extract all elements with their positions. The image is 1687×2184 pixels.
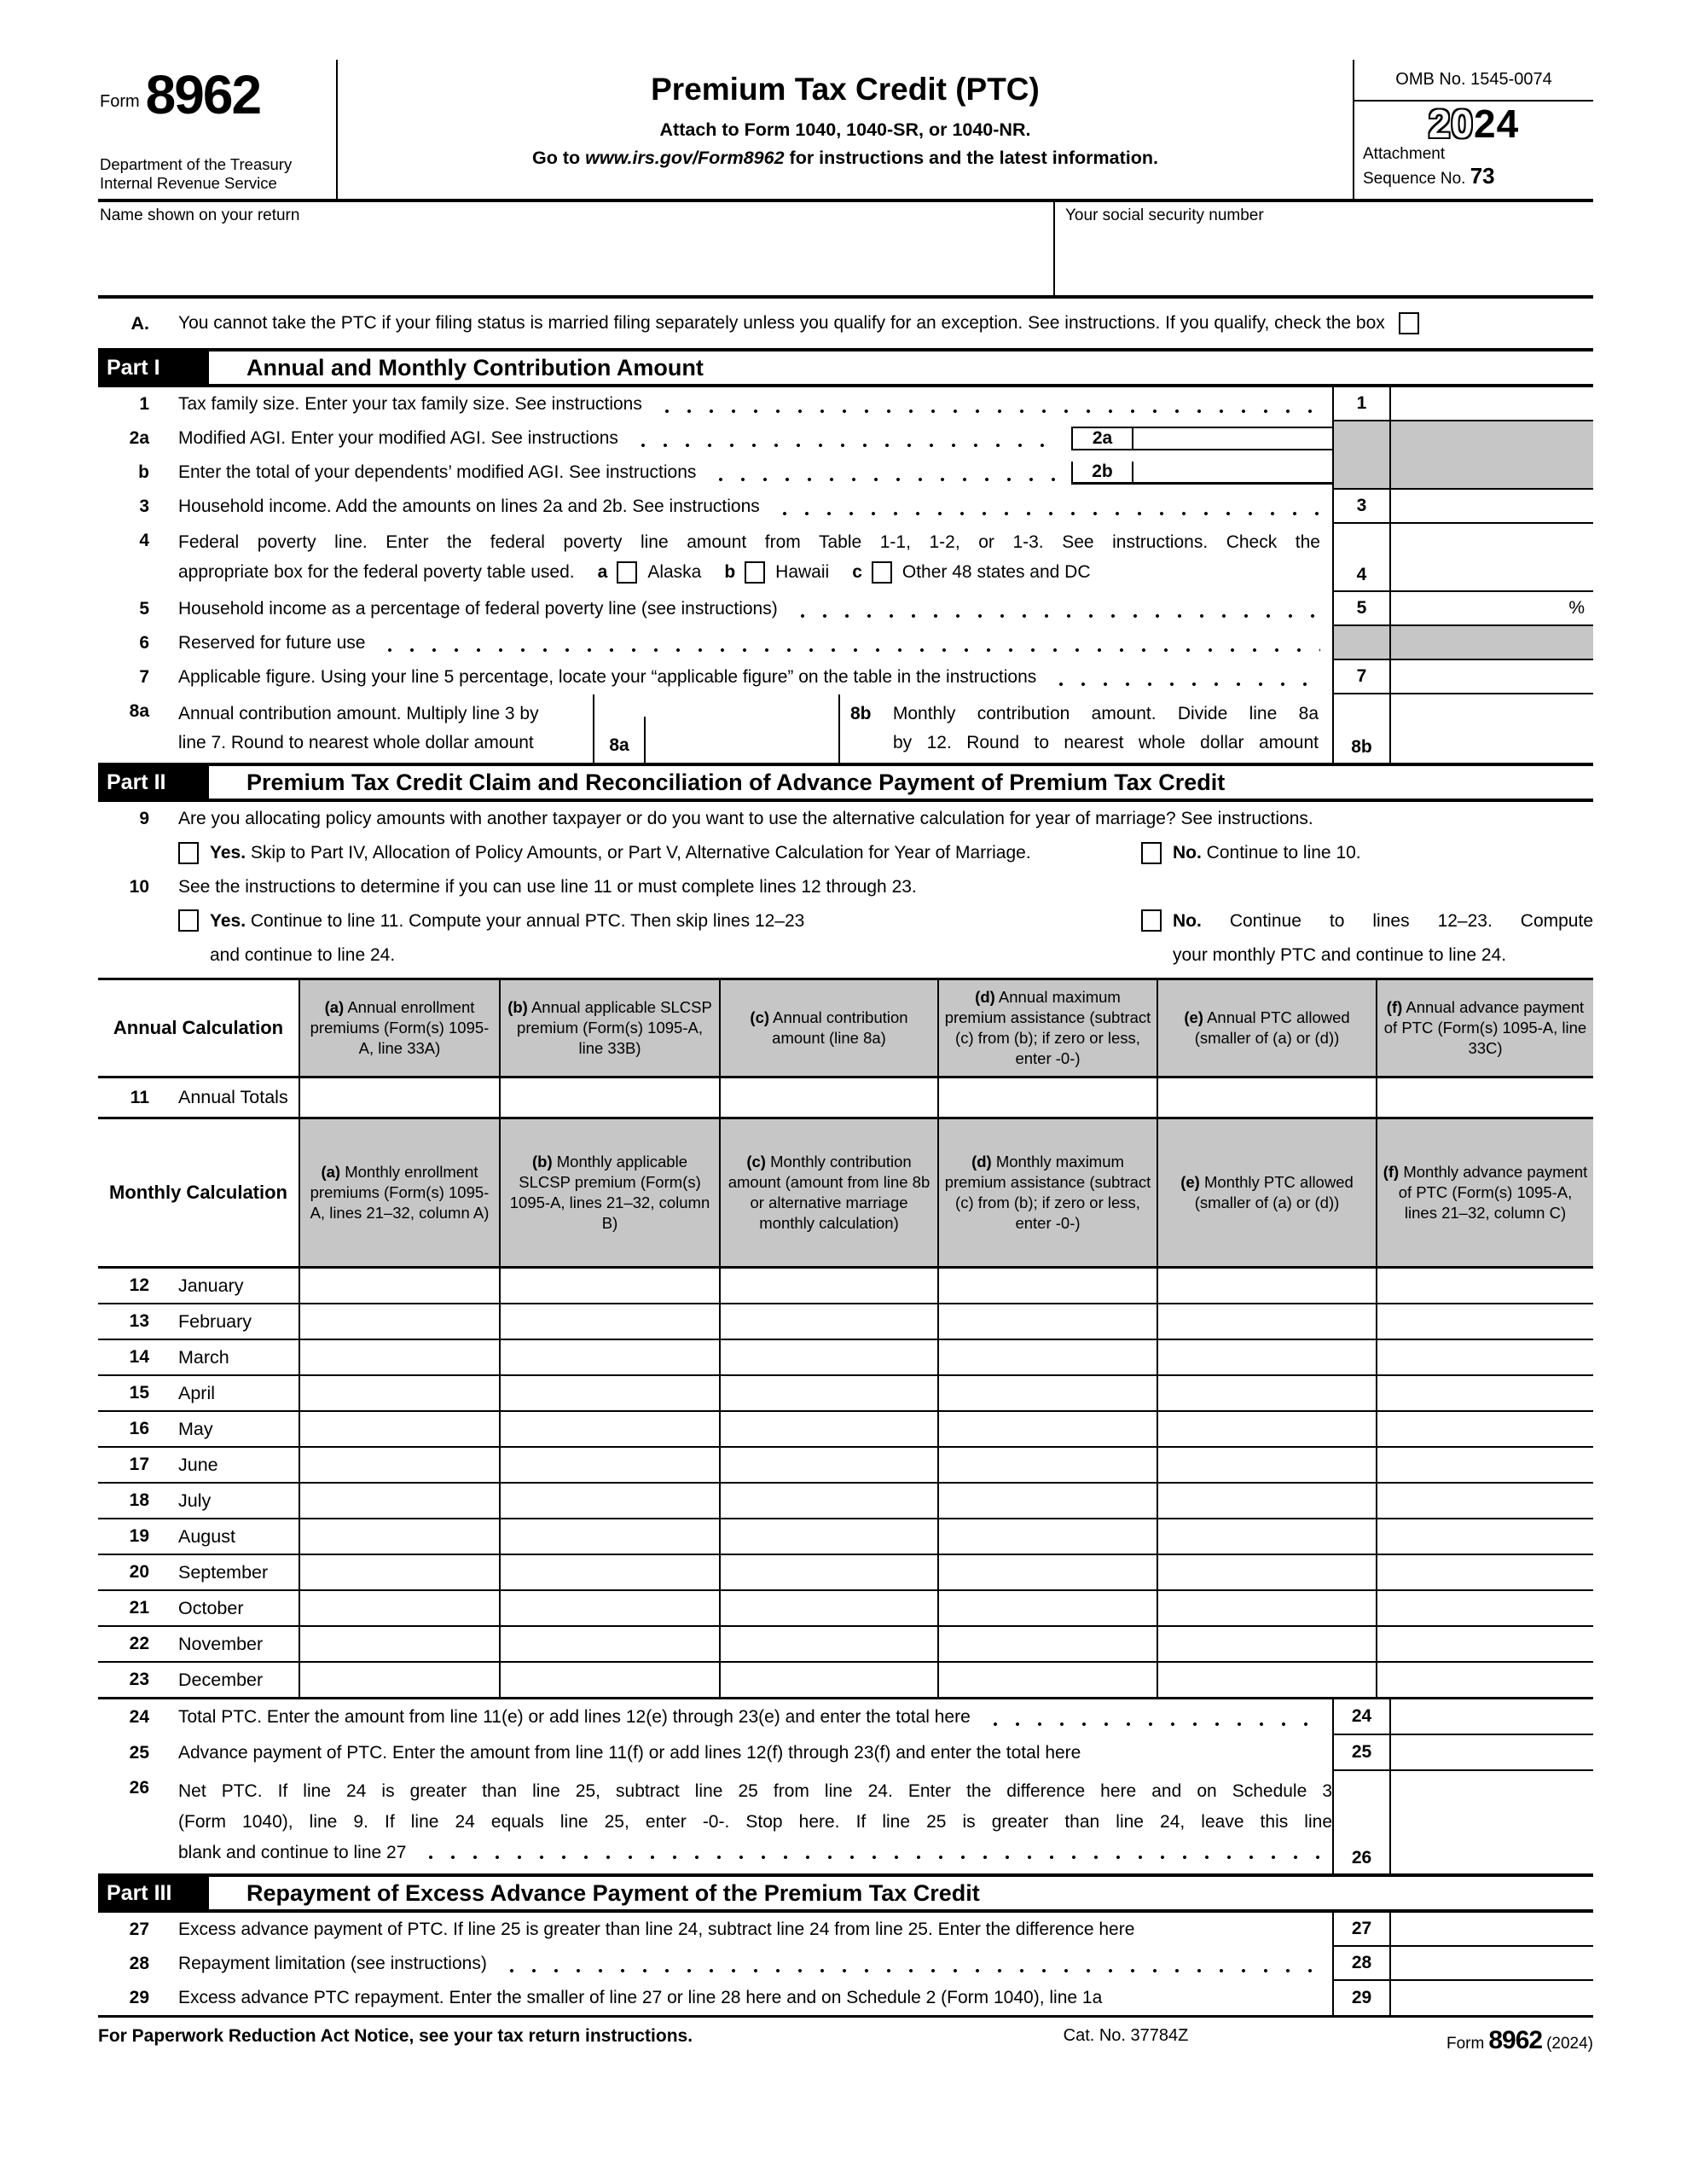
part1-label: Part I — [98, 351, 209, 384]
amount-cell[interactable] — [299, 1078, 499, 1117]
dept-line1: Department of the Treasury — [100, 154, 293, 173]
line-24-text: Total PTC. Enter the amount from line 11(e) or add lines 12(e) through 23(e) and enter the total here — [178, 1707, 971, 1728]
line-24: 24 Total PTC. Enter the amount from line 11(e) or add lines 12(e) through 23(e) and enter the total here 24 — [98, 1699, 1593, 1735]
line-26: 26 Net PTC. If line 24 is greater than line 25, subtract line 25 from line 24. Enter the difference here and on Schedule 3 (Form 1040), line 9. If line 24 equals line 25, enter -0-. Stop here. If line 25 is greater than line 24, leave this line blank and continue to line 27 26 — [98, 1771, 1593, 1873]
ssn-field[interactable] — [1055, 202, 1593, 295]
part2-label: Part II — [98, 766, 209, 799]
dot-leaders — [379, 648, 1320, 653]
line-2b-text: Enter the total of your dependents’ modified AGI. See instructions — [178, 462, 697, 482]
amount-cell[interactable] — [937, 1663, 1157, 1697]
exception-checkbox[interactable] — [1399, 312, 1419, 334]
col-c-header: (c) Annual contribution amount (line 8a) — [719, 980, 937, 1076]
amount-cell[interactable] — [299, 1376, 499, 1410]
line-8b-tag: 8b — [850, 703, 872, 723]
amount-cell[interactable] — [1157, 1555, 1376, 1589]
goto-instruction: Go to www.irs.gov/Form8962 for instructions and the latest information. — [532, 148, 1158, 168]
month-row-october: 21 October — [98, 1591, 1593, 1627]
dot-leaders — [501, 1968, 1320, 1973]
line-8a-text-1: Annual contribution amount. Multiply line 3 by — [178, 703, 539, 723]
line-7-text: Applicable figure. Using your line 5 percentage, locate your “applicable figure” on the table in the instructions — [178, 667, 1037, 687]
line-5-percent-field[interactable] — [1391, 592, 1593, 626]
col-d-header: (d) Monthly maximum premium assistance (subtract (c) from (b); if zero or less, enter -0-) — [937, 1119, 1157, 1266]
line-27-boxnum: 27 — [1332, 1913, 1391, 1947]
amount-cell[interactable] — [937, 1627, 1157, 1661]
line-10-yes-checkbox[interactable] — [178, 909, 199, 932]
col-f-header: (f) Annual advance payment of PTC (Form(s) 1095-A, line 33C) — [1376, 980, 1593, 1076]
amount-cell[interactable] — [1157, 1519, 1376, 1554]
line-3-amount-field[interactable] — [1391, 490, 1593, 524]
line-5-boxnum: 5 — [1332, 592, 1391, 626]
amount-cell[interactable] — [937, 1412, 1157, 1446]
line-26-text-1: Net PTC. If line 24 is greater than line 25, subtract line 25 from line 24. Enter the difference here and on Schedule 3 — [178, 1781, 1332, 1802]
line-8: 8a Annual contribution amount. Multiply line 3 by line 7. Round to nearest whole dollar amount 8a 8b Monthly contribution amount. Divide line 8a by 12. Round to nearest whole dollar amount 8b — [98, 694, 1593, 763]
amount-cell[interactable] — [1376, 1627, 1593, 1661]
part2-title: Premium Tax Credit Claim and Reconciliation of Advance Payment of Premium Tax Credit — [246, 769, 1226, 795]
amount-cell[interactable] — [299, 1591, 499, 1625]
line-27-amount-field[interactable] — [1391, 1913, 1593, 1947]
col-e-header: (e) Annual PTC allowed (smaller of (a) or (d)) — [1157, 980, 1376, 1076]
line-28-text: Repayment limitation (see instructions) — [178, 1954, 487, 1974]
line-25: 25 Advance payment of PTC. Enter the amount from line 11(f) or add lines 12(f) through 23(f) and enter the total here 25 — [98, 1735, 1593, 1771]
part2-header — [98, 763, 1593, 802]
amount-cell[interactable] — [1376, 1519, 1593, 1554]
line-10-yes-text-1: Continue to line 11. Compute your annual PTC. Then skip lines 12–23 — [250, 911, 805, 931]
line-9-yes-checkbox[interactable] — [178, 842, 199, 864]
amount-cell[interactable] — [1157, 1340, 1376, 1374]
line-25-amount-field[interactable] — [1391, 1735, 1593, 1771]
line-8b-text-2: by 12. Round to nearest whole dollar amount — [893, 733, 1319, 753]
percent-sign: % — [1568, 598, 1585, 618]
line-1: 1 Tax family size. Enter your tax family size. See instructions 1 — [98, 387, 1593, 421]
amount-cell[interactable] — [499, 1519, 719, 1554]
amount-cell[interactable] — [937, 1484, 1157, 1518]
line-8b-text-1: Monthly contribution amount. Divide line 8a — [892, 703, 1319, 723]
amount-cell[interactable] — [1376, 1555, 1593, 1589]
part3-header — [98, 1873, 1593, 1913]
tax-year: 2024 — [1428, 102, 1520, 146]
alaska-checkbox[interactable] — [617, 561, 637, 584]
line-10-text: See the instructions to determine if you can use line 11 or must complete lines 12 through 23. — [178, 877, 917, 897]
col-e-header: (e) Monthly PTC allowed (smaller of (a) or (d)) — [1157, 1119, 1376, 1266]
line-2a-text: Modified AGI. Enter your modified AGI. See instructions — [178, 428, 618, 448]
amount-cell[interactable] — [719, 1269, 937, 1303]
month-row-august: 19 August — [98, 1519, 1593, 1555]
line-5: 5 Household income as a percentage of federal poverty line (see instructions) 5 % — [98, 592, 1593, 626]
line-5-text: Household income as a percentage of federal poverty line (see instructions) — [178, 599, 778, 619]
shaded-cell — [1391, 421, 1593, 456]
amount-cell[interactable] — [1157, 1663, 1376, 1697]
part1-title: Annual and Monthly Contribution Amount — [246, 354, 704, 380]
page-title: Premium Tax Credit (PTC) — [651, 72, 1040, 107]
month-row-december: 23 December — [98, 1663, 1593, 1699]
dept-line2: Internal Revenue Service — [100, 174, 277, 193]
amount-cell[interactable] — [499, 1412, 719, 1446]
amount-cell[interactable] — [299, 1519, 499, 1554]
line-8a-amount-field[interactable] — [646, 694, 838, 763]
amount-cell[interactable] — [299, 1484, 499, 1518]
amount-cell[interactable] — [499, 1448, 719, 1482]
amount-cell[interactable] — [937, 1555, 1157, 1589]
attachment-sequence: Attachment Sequence No. 73 — [1363, 145, 1495, 189]
amount-cell[interactable] — [937, 1448, 1157, 1482]
form-word: Form — [100, 92, 140, 112]
line-25-text: Advance payment of PTC. Enter the amount from line 11(f) or add lines 12(f) through 23(f) and enter the total here — [178, 1743, 1081, 1763]
dot-leaders — [632, 443, 1059, 448]
amount-cell[interactable] — [719, 1627, 937, 1661]
dot-leaders — [1050, 682, 1320, 687]
footer-form-id: Form 8962 (2024) — [1446, 2026, 1593, 2055]
month-row-july: 18 July — [98, 1484, 1593, 1519]
notice-text: You cannot take the PTC if your filing status is married filing separately unless you qualify for an exception. See instructions. If you qualify, check the box — [178, 313, 1385, 333]
name-field[interactable] — [98, 202, 1055, 295]
line-9-yes-text: Skip to Part IV, Allocation of Policy Amounts, or Part V, Alternative Calculation for Year of Marriage. — [250, 843, 1031, 863]
identity-row — [98, 202, 1593, 299]
amount-cell[interactable] — [1376, 1591, 1593, 1625]
line-29-text: Excess advance PTC repayment. Enter the smaller of line 27 or line 28 here and on Schedule 2 (Form 1040), line 1a — [178, 1988, 1103, 2008]
line-8b-amount-field[interactable] — [1391, 694, 1593, 763]
line-26-boxnum: 26 — [1332, 1771, 1391, 1873]
line-26-text-3: blank and continue to line 27 — [178, 1843, 407, 1863]
amount-cell[interactable] — [299, 1663, 499, 1697]
amount-cell[interactable] — [1157, 1591, 1376, 1625]
amount-cell[interactable] — [1376, 1448, 1593, 1482]
form-title-block — [338, 60, 1353, 199]
name-label: Name shown on your return — [100, 206, 300, 224]
form-number: 8962 — [145, 64, 261, 125]
annual-header-row — [98, 978, 1593, 1078]
line-7-amount-field[interactable] — [1391, 660, 1593, 694]
shaded-cell — [1332, 626, 1391, 660]
amount-cell[interactable] — [299, 1340, 499, 1374]
month-row-january: 12 January — [98, 1269, 1593, 1304]
line-2a-amount-field[interactable] — [1133, 428, 1332, 449]
shaded-cell — [1391, 626, 1593, 660]
amount-cell[interactable] — [937, 1519, 1157, 1554]
attach-instruction: Attach to Form 1040, 1040-SR, or 1040-NR. — [659, 119, 1031, 140]
paperwork-notice: For Paperwork Reduction Act Notice, see your tax return instructions. — [98, 2026, 693, 2047]
line-2b: b Enter the total of your dependents’ modified AGI. See instructions 2b — [98, 456, 1593, 490]
line-11-row: 11 Annual Totals — [98, 1078, 1593, 1117]
line-29-boxnum: 29 — [1332, 1981, 1391, 2015]
hawaii-checkbox[interactable] — [745, 561, 765, 584]
shaded-cell — [1332, 421, 1391, 456]
col-a-header: (a) Annual enrollment premiums (Form(s) 1095-A, line 33A) — [299, 980, 499, 1076]
line-1-text: Tax family size. Enter your tax family size. See instructions — [178, 394, 642, 414]
amount-cell[interactable] — [719, 1448, 937, 1482]
amount-cell[interactable] — [719, 1376, 937, 1410]
dot-leaders — [420, 1855, 1320, 1860]
amount-cell[interactable] — [499, 1663, 719, 1697]
dot-leaders — [791, 613, 1320, 619]
amount-cell[interactable] — [937, 1269, 1157, 1303]
amount-cell[interactable] — [499, 1078, 719, 1117]
line-25-boxnum: 25 — [1332, 1735, 1391, 1771]
amount-cell[interactable] — [499, 1484, 719, 1518]
other-48-states-checkbox[interactable] — [872, 561, 892, 584]
line-9-no-text: Continue to line 10. — [1206, 843, 1361, 863]
part3-title: Repayment of Excess Advance Payment of the Premium Tax Credit — [246, 1879, 980, 1906]
monthly-calculation-label: Monthly Calculation — [98, 1119, 299, 1266]
amount-cell[interactable] — [299, 1627, 499, 1661]
amount-cell[interactable] — [1376, 1484, 1593, 1518]
amount-cell[interactable] — [1376, 1412, 1593, 1446]
line-1-boxnum: 1 — [1332, 387, 1391, 421]
line-4-amount-field[interactable] — [1391, 524, 1593, 592]
line-9-no-checkbox[interactable] — [1141, 842, 1162, 864]
amount-cell[interactable] — [937, 1078, 1157, 1117]
line-10-choices: Yes. Continue to line 11. Compute your annual PTC. Then skip lines 12–23 and continue to line 24. No. Continue to lines 12–23. Compute your monthly PTC and continue to line 24. — [98, 904, 1593, 973]
line-2b-box: 2b — [1071, 462, 1332, 485]
col-b-header: (b) Monthly applicable SLCSP premium (Form(s) 1095-A, lines 21–32, column B) — [499, 1119, 719, 1266]
amount-cell[interactable] — [719, 1555, 937, 1589]
amount-cell[interactable] — [1157, 1078, 1376, 1117]
amount-cell[interactable] — [499, 1340, 719, 1374]
amount-cell[interactable] — [937, 1591, 1157, 1625]
shaded-cell — [1391, 456, 1593, 490]
line-24-boxnum: 24 — [1332, 1699, 1391, 1735]
line-2a-box: 2a — [1071, 427, 1332, 450]
amount-cell[interactable] — [1376, 1340, 1593, 1374]
amount-cell[interactable] — [937, 1340, 1157, 1374]
amount-cell[interactable] — [1157, 1412, 1376, 1446]
line-1-amount-field[interactable] — [1391, 387, 1593, 421]
line-27-text: Excess advance payment of PTC. If line 25 is greater than line 24, subtract line 24 from line 25. Enter the difference here — [178, 1920, 1135, 1940]
col-b-header: (b) Annual applicable SLCSP premium (Form(s) 1095-A, line 33B) — [499, 980, 719, 1076]
amount-cell[interactable] — [1376, 1304, 1593, 1339]
amount-cell[interactable] — [1157, 1448, 1376, 1482]
line-9: 9 Are you allocating policy amounts with another taxpayer or do you want to use the alternative calculation for year of marriage? See instructions. — [139, 809, 1313, 828]
calculation-table — [98, 978, 1593, 1699]
form-number-block — [98, 60, 338, 199]
amount-cell[interactable] — [499, 1627, 719, 1661]
line-29-amount-field[interactable] — [1391, 1981, 1593, 2015]
irs-url: www.irs.gov/Form8962 — [585, 148, 785, 168]
line-10-no-text-1: Continue to lines 12–23. Compute — [1229, 911, 1593, 931]
line-3: 3 Household income. Add the amounts on lines 2a and 2b. See instructions 3 — [98, 490, 1593, 524]
amount-cell[interactable] — [1157, 1376, 1376, 1410]
col-a-header: (a) Monthly enrollment premiums (Form(s) 1095-A, lines 21–32, column A) — [299, 1119, 499, 1266]
line-8b-boxnum: 8b — [1332, 694, 1391, 763]
amount-cell[interactable] — [1376, 1663, 1593, 1697]
amount-cell[interactable] — [299, 1555, 499, 1589]
line-3-boxnum: 3 — [1332, 490, 1391, 524]
shaded-cell — [1332, 456, 1391, 490]
part1-header — [98, 348, 1593, 387]
month-row-september: 20 September — [98, 1555, 1593, 1591]
amount-cell[interactable] — [719, 1304, 937, 1339]
line-2a: 2a Modified AGI. Enter your modified AGI. See instructions 2a — [98, 421, 1593, 456]
amount-cell[interactable] — [937, 1304, 1157, 1339]
line-10: 10 See the instructions to determine if you can use line 11 or must complete lines 12 through 23. — [129, 877, 917, 897]
omb-block — [1353, 60, 1593, 199]
line-28: 28 Repayment limitation (see instructions) 28 — [98, 1947, 1593, 1981]
line-8a-text-2: line 7. Round to nearest whole dollar amount — [178, 733, 534, 753]
dot-leaders — [774, 511, 1320, 516]
line-7: 7 Applicable figure. Using your line 5 percentage, locate your “applicable figure” on the table in the instructions 7 — [98, 660, 1593, 694]
line-27: 27 Excess advance payment of PTC. If line 25 is greater than line 24, subtract line 24 from line 25. Enter the difference here 27 — [98, 1913, 1593, 1947]
amount-cell[interactable] — [499, 1269, 719, 1303]
line-24-amount-field[interactable] — [1391, 1699, 1593, 1735]
amount-cell[interactable] — [499, 1591, 719, 1625]
amount-cell[interactable] — [1157, 1484, 1376, 1518]
line-28-amount-field[interactable] — [1391, 1947, 1593, 1981]
catalog-number: Cat. No. 37784Z — [1063, 2026, 1189, 2046]
amount-cell[interactable] — [1157, 1304, 1376, 1339]
line-6-text: Reserved for future use — [178, 633, 366, 653]
line-26-text-2: (Form 1040), line 9. If line 24 equals line 25, enter -0-. Stop here. If line 25 is greater than line 24, leave this line — [178, 1812, 1332, 1833]
month-row-february: 13 February — [98, 1304, 1593, 1340]
amount-cell[interactable] — [719, 1078, 937, 1117]
exception-notice-row — [98, 299, 1593, 348]
amount-cell[interactable] — [719, 1340, 937, 1374]
line-7-boxnum: 7 — [1332, 660, 1391, 694]
month-row-november: 22 November — [98, 1627, 1593, 1663]
col-c-header: (c) Monthly contribution amount (amount from line 8b or alternative marriage monthly calculation) — [719, 1119, 937, 1266]
amount-cell[interactable] — [499, 1555, 719, 1589]
line-2b-amount-field[interactable] — [1133, 462, 1332, 482]
hawaii-label: Hawaii — [775, 562, 830, 582]
line-10-yes-text-2: and continue to line 24. — [210, 945, 396, 965]
line-28-boxnum: 28 — [1332, 1947, 1391, 1981]
line-4: 4 Federal poverty line. Enter the federal poverty line amount from Table 1-1, 1-2, or 1-3. See instructions. Check the appropriate box for the federal poverty table used. a Alaska b Hawaii c Other 48 states and DC 4 — [98, 524, 1593, 592]
line-4-boxnum: 4 — [1332, 524, 1391, 592]
amount-cell[interactable] — [719, 1484, 937, 1518]
amount-cell[interactable] — [937, 1376, 1157, 1410]
month-row-may: 16 May — [98, 1412, 1593, 1448]
alaska-label: Alaska — [647, 562, 702, 582]
dot-leaders — [656, 409, 1320, 414]
annual-calculation-label: Annual Calculation — [98, 980, 299, 1076]
amount-cell[interactable] — [719, 1519, 937, 1554]
amount-cell[interactable] — [1157, 1627, 1376, 1661]
col-f-header: (f) Monthly advance payment of PTC (Form(s) 1095-A, lines 21–32, column C) — [1376, 1119, 1593, 1266]
amount-cell[interactable] — [1157, 1269, 1376, 1303]
line-6: 6 Reserved for future use — [98, 626, 1593, 660]
line-9-choices: Yes. Skip to Part IV, Allocation of Policy Amounts, or Part V, Alternative Calculation for Year of Marriage. No. Continue to line 10. — [98, 836, 1593, 870]
amount-cell[interactable] — [499, 1376, 719, 1410]
line-10-no-checkbox[interactable] — [1141, 909, 1162, 932]
ssn-label: Your social security number — [1065, 206, 1264, 224]
month-row-april: 15 April — [98, 1376, 1593, 1412]
amount-cell[interactable] — [499, 1304, 719, 1339]
amount-cell[interactable] — [299, 1412, 499, 1446]
amount-cell[interactable] — [299, 1448, 499, 1482]
month-row-march: 14 March — [98, 1340, 1593, 1376]
line-9-text: Are you allocating policy amounts with another taxpayer or do you want to use the alternative calculation for year of marriage? See instructions. — [178, 809, 1313, 828]
line-4-text-2: appropriate box for the federal poverty table used. — [178, 562, 575, 582]
form-header — [98, 60, 1593, 202]
other-48-states-label: Other 48 states and DC — [901, 562, 1091, 582]
page-footer — [98, 2015, 1593, 2070]
amount-cell[interactable] — [1376, 1376, 1593, 1410]
month-row-june: 17 June — [98, 1448, 1593, 1484]
line-26-amount-field[interactable] — [1391, 1771, 1593, 1873]
amount-cell[interactable] — [299, 1304, 499, 1339]
amount-cell[interactable] — [719, 1591, 937, 1625]
amount-cell[interactable] — [1376, 1078, 1593, 1117]
line-4-text-1: Federal poverty line. Enter the federal poverty line amount from Table 1-1, 1-2, or 1-3. See instructions. Check the — [178, 532, 1320, 552]
annual-totals-label: Annual Totals — [178, 1087, 288, 1108]
dot-leaders — [984, 1722, 1320, 1727]
line-3-text: Household income. Add the amounts on lines 2a and 2b. See instructions — [178, 497, 760, 516]
monthly-header-row — [98, 1117, 1593, 1269]
omb-number: OMB No. 1545-0074 — [1354, 60, 1593, 102]
amount-cell[interactable] — [299, 1269, 499, 1303]
amount-cell[interactable] — [1376, 1269, 1593, 1303]
col-d-header: (d) Annual maximum premium assistance (subtract (c) from (b); if zero or less, enter -0-) — [937, 980, 1157, 1076]
dot-leaders — [710, 477, 1059, 482]
notice-letter: A. — [130, 312, 149, 334]
line-8a-box: 8a — [593, 694, 840, 763]
line-10-no-text-2: your monthly PTC and continue to line 24. — [1173, 945, 1507, 965]
amount-cell[interactable] — [719, 1663, 937, 1697]
part3-label: Part III — [98, 1877, 209, 1909]
line-29: 29 Excess advance PTC repayment. Enter the smaller of line 27 or line 28 here and on Schedule 2 (Form 1040), line 1a 29 — [98, 1981, 1593, 2015]
amount-cell[interactable] — [719, 1412, 937, 1446]
